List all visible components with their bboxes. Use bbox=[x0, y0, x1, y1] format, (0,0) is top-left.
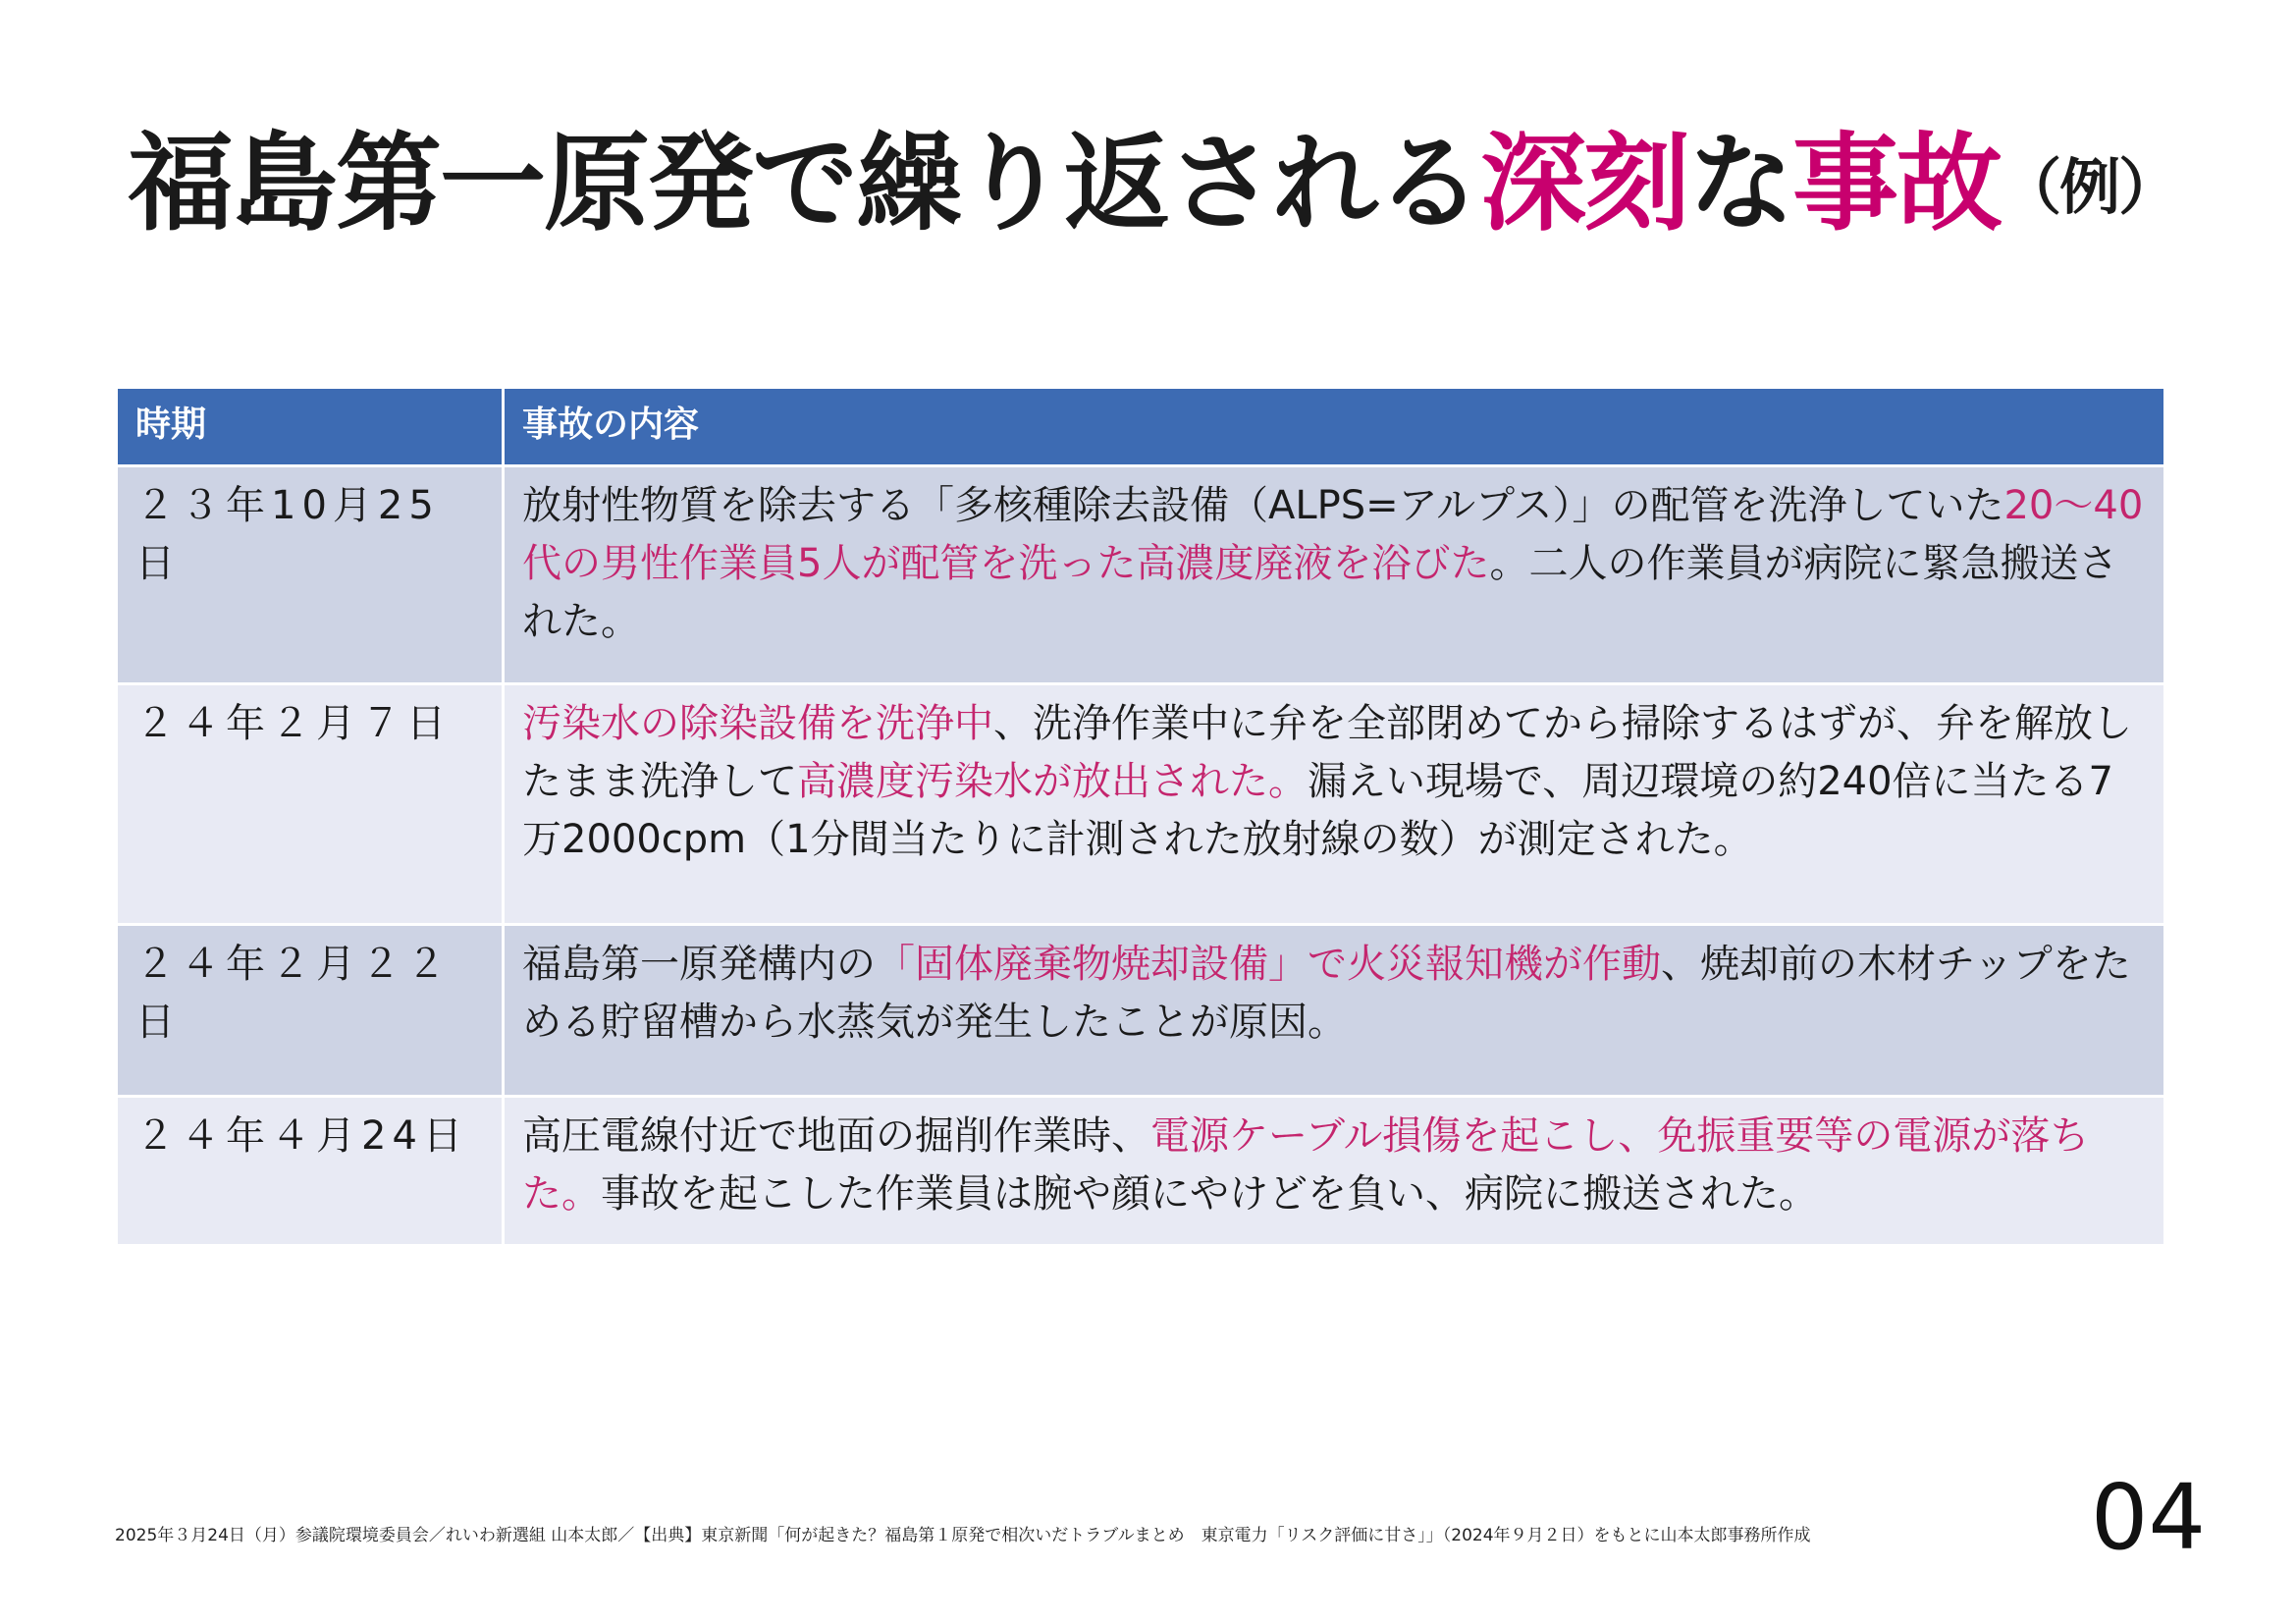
row-period: ２４年２月７日 bbox=[117, 684, 504, 925]
accident-table bbox=[115, 386, 2166, 1247]
table-header-row bbox=[117, 388, 2165, 466]
header-content: 事故の内容 bbox=[504, 388, 2165, 466]
content-highlight: 電源ケーブル損傷を起こし、免振重要等の電源が落ちた。 bbox=[522, 1113, 2090, 1217]
content-text: 、洗浄作業中に弁を全部閉めてから掃除するはずが、弁を解放したまま洗浄して bbox=[522, 701, 2132, 804]
row-period: ２４年４月24日 bbox=[117, 1097, 504, 1246]
content-text: 福島第一原発構内の bbox=[522, 942, 876, 987]
content-text: 放射性物質を除去する「多核種除去設備（ALPS=アルプス）」の配管を洗浄していた bbox=[522, 483, 2004, 528]
content-text: 事故を起こした作業員は腕や顔にやけどを負い、病院に搬送された。 bbox=[601, 1171, 1818, 1217]
content-text: 漏えい現場で、周辺環境の約240倍に当たる7万2000cpm（1分間当たりに計測された放射線の数）が測定された。 bbox=[522, 759, 2113, 862]
row-content bbox=[504, 925, 2165, 1097]
row-content bbox=[504, 1097, 2165, 1246]
header-period: 時期 bbox=[117, 388, 504, 466]
table-row bbox=[117, 684, 2165, 925]
source-footer: 2025年３月24日（月）参議院環境委員会／れいわ新選組 山本太郎／【出典】東京新聞「何が起きた？福島第１原発で相次いだトラブルまとめ 東京電力「リスク評価に甘さ」」（2024年９月２日）をもとに山本太郎事務所作成 bbox=[115, 1526, 1811, 1545]
content-text: 高圧電線付近で地面の掘削作業時、 bbox=[522, 1113, 1150, 1159]
content-highlight: 汚染水の除染設備を洗浄中 bbox=[522, 701, 993, 746]
row-content bbox=[504, 684, 2165, 925]
row-period: ２３年10月25日 bbox=[117, 466, 504, 684]
row-content bbox=[504, 466, 2165, 684]
page-number: 04 bbox=[2090, 1465, 2206, 1570]
title-part-3: な bbox=[1688, 123, 1793, 245]
content-text: 。二人の作業員が病院に緊急搬送された。 bbox=[522, 541, 2118, 644]
row-period: ２４年２月２２日 bbox=[117, 925, 504, 1097]
content-highlight: 「固体廃棄物焼却設備」で火災報知機が作動 bbox=[876, 942, 1661, 987]
page-title bbox=[128, 118, 2178, 250]
table-row bbox=[117, 1097, 2165, 1246]
content-highlight: 20～40代の男性作業員5人が配管を洗った高濃度廃液を浴びた bbox=[522, 483, 2144, 586]
title-highlight-serious: 深刻 bbox=[1480, 123, 1689, 245]
title-highlight-accident: 事故 bbox=[1792, 123, 2002, 245]
content-text: 、焼却前の木材チップをためる貯留槽から水蒸気が発生したことが原因。 bbox=[522, 942, 2131, 1045]
table-row bbox=[117, 466, 2165, 684]
table-row bbox=[117, 925, 2165, 1097]
title-part-1: 福島第一原発で繰り返される bbox=[128, 123, 1481, 245]
content-highlight: 高濃度汚染水が放出された。 bbox=[797, 759, 1308, 804]
title-example-note: （例） bbox=[2001, 151, 2178, 223]
